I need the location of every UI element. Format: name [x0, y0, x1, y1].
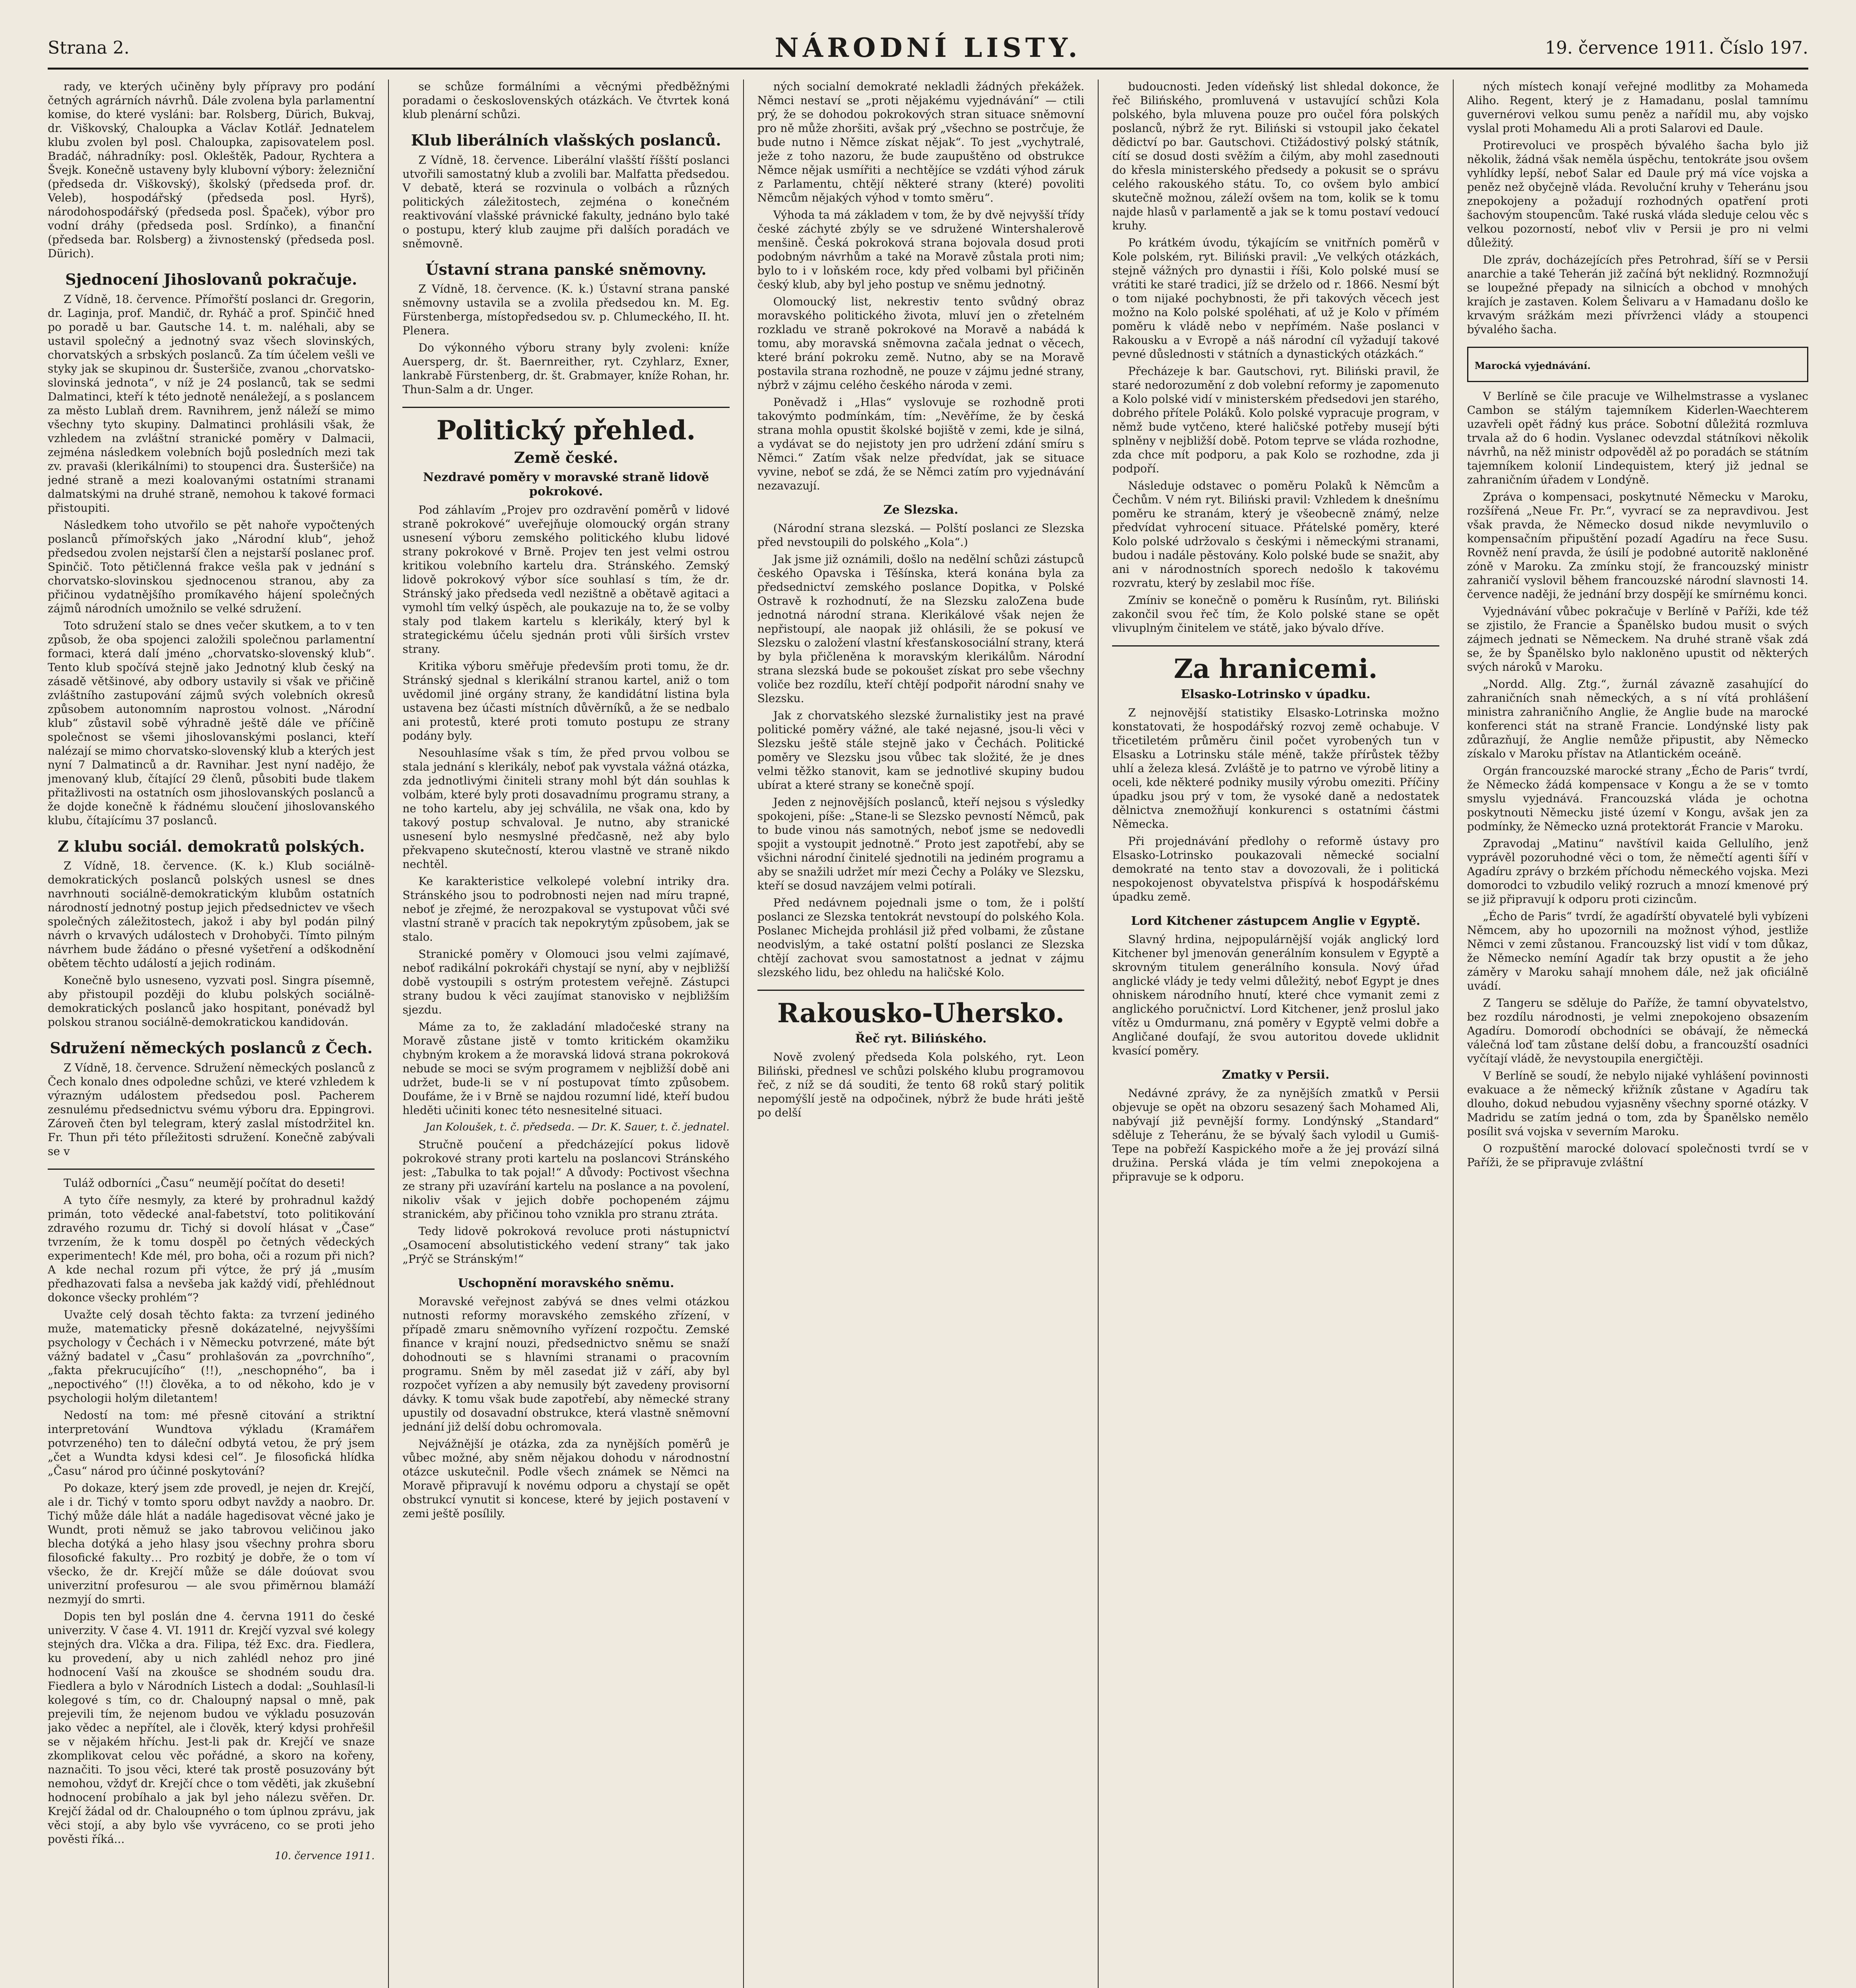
paragraph: Zpravodaj „Matinu“ navštívil kaida Gellulího, jenž vyprávěl pozoruhodné věci o tom, že němečtí agenti šíří v Agadíru zprávy o brzkém příchodu německého vojska. Mezi domorodci to vzbudilo veliký rozruch a mnozí kmenové prý se již připravují k odporu proti cizincům.: [1467, 837, 1808, 906]
masthead: [48, 28, 1808, 70]
issue-date: 19. července 1911. Číslo 197.: [1545, 37, 1808, 58]
paragraph: Z Vídně, 18. července. (K. k.) Klub sociálně-demokratických poslanců polských usnesl se dnes navrhnouti sociálně-demokratickým klubům ostatních národností jednotný postup jejich předsednictev ve všech společných záležitostech, jakož i aby byl podán pilný návrh o krvavých událostech v Drohobyči. Tímto pilným návrhem bude žádáno o přesné vyšetření a odškodnění obětem těchto událostí a jejich rodinám.: [48, 859, 375, 970]
divider: [402, 407, 729, 408]
article-title: Ze Slezska.: [883, 503, 959, 517]
paragraph: Toto sdružení stalo se dnes večer skutkem, a to v ten způsob, že oba spojenci založili společnou parlamentní formaci, která dalí jméno „chorvatsko-slovenský klub“. Tento klub spočívá stejně jako Jednotný klub český na zásadě většinové, aby odbory ustavily si však ve přičině zvláštního zastupování zájmů svých volebních okresů způsobem autonomním naprostou volnost. „Národní klub“ zůstavil sobě výhradně ještě dále ve příčině společnost se všemi jihoslovanskými poslanci, kteří nalézají se mimo chorvatsko-slovenský klub a kterých jest nyní 7 Dalmatinců a dr. Ravnihar. Jest nyní nadějo, že jmenovaný klub, čítající 29 členů, působiti bude tlakem přitažlivosti na ostatních osm jihoslovanských poslanců a že dojde konečně k řádnému sloučení jihoslovanského klubu, čítajícímu 37 poslanců.: [48, 619, 375, 827]
paragraph: Stranické poměry v Olomouci jsou velmi zajímavé, neboť radikální pokrokáři chystají se nyní, aby v nejbližší době vystoupili s ostrým protestem veřejně. Zástupci strany budou k věci zaujímat stanovisko v nejbližším sjezdu.: [402, 947, 730, 1016]
paragraph: Protirevoluci ve prospěch bývalého šacha bylo již několik, žádná však neměla úspěchu, tentokráte jsou ovšem vyhlídky lepší, neboť Salar ed Daule prý má více vojska a peněz než obyčejně vláda. Revoluční kruhy v Teheránu jsou znepokojeny a požadují rozhodných opatření proti šachovým stoupencům. Také ruská vláda sleduje celou věc s velkou pozorností, neboť vliv v Persii je pro ni velmi důležitý.: [1467, 139, 1808, 249]
paragraph: Z nejnovější statistiky Elsasko-Lotrinska možno konstatovati, že hospodářský rozvoj země ochabuje. V třicetiletém průměru činil počet vyrobených tun v Elsasku a Lotrinsku stále méně, takže přírůstek těžby uhlí a železa klesá. Zvláště je to patrno ve výrobě litiny a oceli, kde některé podniky musily výrobu omeziti. Příčiny úpadku jsou prý v tom, že vysoké daně a nedostatek dělnictva znemožňují konkurenci s ostatními částmi Německa.: [1112, 706, 1439, 831]
article-title: Nezdravé poměry v moravské straně lidově pokrokové.: [423, 470, 709, 499]
article: [402, 80, 729, 121]
article-lead: (Národní strana slezská. — Polští poslanci ze Slezska před nevstoupili do polského „Kola“.): [757, 522, 1085, 549]
paragraph: Nedávné zprávy, že za nynějších zmatků v Persii objevuje se opět na obzoru sesazený šach Mohamed Ali, nabývají již pevnější formy. Londýnský „Standard“ sděluje z Teheránu, že se bývalý šach vylodil u Gumiš-Tepe na pobřeží Kaspického moře a že jej provází silná družina. Perská vláda je tím velmi znepokojena a připravuje se k odporu.: [1112, 1086, 1439, 1183]
article: [402, 1276, 729, 1520]
paragraph: Poněvadž i „Hlas“ vyslovuje se rozhodně proti takovýmto podmínkám, tím: „Nevěříme, že by česká strana mohla opustit školské bojiště v zemi, kde je silná, a vydávat se do nejistoty jen pro udržení zdání smíru s Němci.“ Zatím však nelze předvídat, jak se situace vyvine, neboť se zdá, že se Němci zatím pro vyjednávání nezavazují.: [757, 396, 1085, 492]
section-title: Za hranicemi.: [1174, 653, 1378, 684]
column-3: [757, 80, 1099, 1988]
column-5: [1467, 80, 1808, 1988]
paragraph: Máme za to, že zakladání mladočeské strany na Moravě zůstane jistě v tomto kritickém okamžiku chybným krokem a že moravská lidová strana pokroková nebude se moci se svým programem v nejbližší době ani udržet, bude-li se v ní postupovat tímto způsobem. Doufáme, že i v Brně se najdou rozumní lidé, kteří budou hleděti učiniti konec této nesnesitelné situaci.: [402, 1020, 730, 1117]
paragraph: Moravské veřejnost zabývá se dnes velmi otázkou nutnosti reformy moravského zemského zřízení, v případě zmaru sněmovního vyřízení rozpočtu. Zemské finance v krajní nouzi, předsednictvo sněmu se snaží dohodnouti se s hlavními stranami o pracovním programu. Sněm by měl zasedat již v září, aby byl rozpočet vyřízen a aby nemusily být zavedeny provisorní dávky. K tomu však bude zapotřebí, aby německé strany upustily od dosavadní obstrukce, která vlastně sněmovní jednání již delší dobu ochromovala.: [402, 1295, 730, 1433]
article-box: [1467, 347, 1808, 382]
paragraph: Zpráva o kompensaci, poskytnuté Německu v Maroku, rozšířená „Neue Fr. Pr.“, vyvrací se za nepravdivou. Jest však pravda, že Německo dosud nikde nevymluvilo o kompensačním připuštění pozadí Agadíru na řece Susu. Rovněž není pravda, že úsilí je podobné autoritě nakloněné zóně v Maroku. Za zmínku stojí, že francouzský ministr zahraničí vyslovil během francouzské národní slavnosti 14. července naději, že jednání brzy dospějí ke smírnému konci.: [1467, 490, 1808, 601]
paragraph: Vyjednávání vůbec pokračuje v Berlíně v Paříži, kde též se zjistilo, že Francie a Španělsko budou musit o svých zájmech jednati se Německem. Na druhé straně však zdá se, že by Španělsko bylo nakloněno upustit od některých svých nároků v Maroku.: [1467, 604, 1808, 674]
article-title: Elsasko-Lotrinsko v úpadku.: [1180, 687, 1371, 701]
paragraph: Zmíniv se konečně o poměru k Rusínům, ryt. Biliński zakončil svou řeč tím, že Kolo polské stane se opět vlivuplným činitelem ve státě, jako bývalo dříve.: [1112, 594, 1439, 635]
paragraph: V Berlíně se čile pracuje ve Wilhelmstrasse a vyslanec Cambon se stálým tajemníkem Kiderlen-Waechterem uzavřeli opět řádný kus práce. Sobotní důležitá rozmluva trvala až do 6 hodin. Vyslanec odevzdal státníkovi několik návrhů, na něž ministr odpověděl až po poradách se státním tajemníkem kolonií Lindequistem, který již jednal se zahraničním úřadem v Londýně.: [1467, 389, 1808, 486]
paragraph: Ke karakteristice velkolepé volební intriky dra. Stránského jsou to podrobnosti nejen nad míru trapné, neboť je zřejmé, že nerozpakoval se vystupovat vůči své vlastní straně v pracích tak nepokrytým způsobem, jak se stalo.: [402, 874, 730, 944]
column-4: [1112, 80, 1453, 1988]
article-title: Z klubu sociál. demokratů polských.: [57, 837, 365, 855]
article: [1112, 914, 1439, 1058]
paragraph: Při projednávání předlohy o reformě ústavy pro Elsasko-Lotrinsko poukazovali německé socialní demokraté na tento stav a dovozovali, že i politická nespokojenost obyvatelstva přispívá k hospodářskému úpadku země.: [1112, 834, 1439, 903]
paragraph: Stručně poučení a předcházející pokus lidově pokrokové strany proti kartelu na poslancovi Stránského jest: „Tabulka to tak pojal!“ A důvody: Poctivost všechna ze strany při uzavírání kartelu na poslance a na povolení, nikoliv však v jejich dobře pochopeném zájmu stranickém, aby přičinou toho vznikla pro stranu ztráta.: [402, 1138, 730, 1221]
column-2: [402, 80, 744, 1988]
paragraph: Z Vídně, 18. července. Liberální vlašští říšští poslanci utvořili samostatný klub a zvolili bar. Malfatta předsedou. V debatě, která se rozvinula o volbách a různých politických záležitostech, zejména o konečném reaktivování vlašské právnické fakulty, jednáno bylo také o postupu, který klub zaujme při dalších poradách ve sněmovně.: [402, 153, 730, 250]
article-title: Sdružení německých poslanců z Čech.: [50, 1039, 373, 1057]
paragraph: Jeden z nejnovějších poslanců, kteří nejsou s výsledky spokojeni, píše: „Stane-li se Slezsko pevností Němců, pak to bude vinou nás samotných, neboť jsme se nedovedli spojit a vystoupit jednotně.“ Proto jest zapotřebí, aby se všichni národní činitelé sjednotili na jediném programu a aby se snažili udržet mír mezi Čechy a Poláky ve Slezsku, kteří se dosud navzájem velmi potírali.: [757, 796, 1085, 892]
paragraph: budoucnosti. Jeden vídeňský list shledal dokonce, že řeč Bilińského, promluvená v ustavující schůzi Kola polského, byla mluvena pouze pro oučel fóra polských poslanců, nýbrž že ryt. Biliński si vstoupil jako čekatel dědictví po bar. Gautschovi. Ctižádostivý polský státník, cítí se dosud dosti svěžím a čilým, aby mohl zasednouti do křesla ministerského předsedy a pokusit se o správu celého rakouského státu. To, co ovšem bylo ambicí skutečně možnou, záleží ovšem na tom, kolik se k tomu najde hlasů v parlamentě a jak se k tomu postaví vedoucí kruhy.: [1112, 80, 1439, 232]
page-number: Strana 2.: [48, 37, 130, 58]
newspaper-title: NÁRODNÍ LISTY.: [775, 32, 1081, 63]
paragraph: Uvažte celý dosah těchto fakta: za tvrzení jediného muže, matematicky přesně dokázatelné, nejvyššími psychology v Čechách i v Německu potvrzené, máte být vážný badatel v „Času“ prohlašován za „povrchního“, „fakta překrucujícího“ (!!), „neschopného“, ba i „nepoctivého“ (!!) člověka, a to od někoho, kdo je v psychologii holým diletantem!: [48, 1308, 375, 1405]
paragraph: Z Vídně, 18. července. (K. k.) Ústavní strana panské sněmovny ustavila se a zvolila předsedou kn. M. Eg. Fürstenberga, místopředsedou sv. p. Chlumeckého, II. ht. Plenera.: [402, 282, 730, 338]
columns: [48, 80, 1808, 1988]
paragraph: Z Vídně, 18. července. Sdružení německých poslanců z Čech konalo dnes odpoledne schůzi, ve které vzhledem k výrazným událostem předsedou posl. Pacherem zesnulému předsednictvu svému výboru dra. Eppingrovi. Zároveň čten byl telegram, který zaslal místodržitel kn. Fr. Thun při této příležitosti sdružení. Konečně zabývali se v: [48, 1061, 375, 1158]
divider: [1112, 645, 1439, 646]
article: [48, 1039, 375, 1158]
paragraph: Jak z chorvatského slezské žurnalistiky jest na pravé politické poměry vážné, ale také nejasné, jsou-li věci v Slezsku ještě stále stejně jako v Čechách. Politické poměry ve Slezsku jsou vůbec tak složité, že je dnes velmi těžko stanovit, kam se jednotlivé skupiny budou ubírat a které strany se konečně spojí.: [757, 709, 1085, 792]
divider: [757, 990, 1084, 991]
paragraph: Pod záhlavím „Projev pro ozdravění poměrů v lidové straně pokrokové“ uveřejňuje olomoucký orgán strany usnesení výboru zemského politického klubu lidové strany pokrokové v Brně. Projev ten jest velmi ostrou kritikou volebního kartelu dra. Stránského. Zemský lidově pokrokový výbor síce souhlasí s tím, že dr. Stránský jako předseda vedl nezištně a obětavě agitaci a vymohl tím velký úspěch, ale poukazuje na to, že se volby staly pod tlakem kartelu s klerikály, který byl k strategickému účelu sjednán proti vůli širších vrstev strany.: [402, 503, 730, 656]
article: [757, 503, 1084, 979]
paragraph: Z Vídně, 18. července. Přímořští poslanci dr. Gregorin, dr. Laginja, prof. Mandič, dr. Ryháč a prof. Spinčič hned po poradě u bar. Gautsche 14. t. m. naléhali, aby se ustavil společný a jednotný svaz všech slovinských, chorvatských a srbských poslanců. Za tím účelem vešli ve styky jak se skupinou dr. Šusteršiče, zvanou „chorvatsko-slovinská jednota“, v níž je 24 poslanců, tak se sedmi Dalmatinci, kteří k této jednotě nenáležejí, a s poslancem za město Lublaň drem. Ravnihrem, jenž náleží se mimo všechny tyto skupiny. Dalmatinci prohlásili však, že vzhledem na zvláštní stranické poměry v Dalmacii, zejména následkem volebních bojů posledních mezi tak zv. pravaši (klerikálními) to stoupenci dra. Šusteršiče) na jedné straně a mezi koalovanými ostatními stranami dalmatskými na druhé straně, nemohou k takové formaci přistoupiti.: [48, 292, 375, 514]
article: [757, 80, 1084, 493]
paragraph: Nesouhlasíme však s tím, že před prvou volbou se stala jednání s klerikály, neboť pak vyvstala vážná otázka, zda jednotlivými činiteli strany mohl být dán souhlas k volbám, které byly proti dosavadnímu programu strany, a ne toho kartelu, aby jej schválila, ne však ona, kdo by takový postup schvaloval. Je nutno, aby stranické usnesení bylo nesmyslné předčasně, než aby bylo překvapeno skutečností, kterou vlastně ve straně nikdo nechtěl.: [402, 746, 730, 871]
paragraph: „Écho de Paris“ tvrdí, že agadírští obyvatelé byli vybízeni Němcem, aby ho upozornili na možnost výhod, jestliže Němci v zemi zůstanou. Francouzský list vidí v tom důkaz, že Německo nemíní Agadír tak brzy opustit a že jeho záměry v Maroku sahají mnohem dále, než jak oficiálně uvádí.: [1467, 909, 1808, 992]
signature: Jan Koloušek, t. č. předseda. — Dr. K. Sauer, t. č. jednatel.: [425, 1121, 730, 1133]
column-1: [48, 80, 389, 1988]
paragraph: Přecházeje k bar. Gautschovi, ryt. Biliński pravil, že staré nedorozumění z dob volební reformy je zapomenuto a Kolo polské vidí v ministerském předsedovi jen starého, dobrého přítele Poláků. Kolo polské vypracuje program, v němž bude vytčeno, které haličské potřeby musejí býti splněny v nejbližší době. Potom teprve se vláda rozhodne, zda chce mít podporu, a pak Kolo se rozhodne, zda ji podpoří.: [1112, 365, 1439, 475]
article: [1467, 80, 1808, 336]
paragraph: Nejvážnější je otázka, zda za nynějších poměrů je vůbec možné, aby sněm nějakou dohodu v národnostní otázce uskutečnil. Podle všech známek se Němci na Moravě připravují k novému odporu a chystají se opět obstrukcí vynutit si koncese, které by jejich postavení v zemi ještě posílily.: [402, 1437, 730, 1520]
paragraph: Jak jsme již oznámili, došlo na nedělní schůzi zástupců českého Opavska i Těšínska, která konána byla za předsednictví zemského poslance Dopitka, v Polské Ostravě k rozhodnutí, že na Slezsku zaloZena bude jednotná národní strana. Klerikálové však nejen že nepřistoupí, ale naopak již ohlásili, že se pokusí ve Slezsku o založení vlastní křesťanskosociální strany, která by byla přičleněna k moravským klerikálům. Národní strana slezská bude se pokoušet získat pro sebe všechny voliče bez rozdílu, kteří chtějí podpořit národní snahy ve Slezsku.: [757, 553, 1085, 705]
paragraph: Nově zvolený předseda Kola polského, ryt. Leon Biliński, přednesl ve schůzi polského klubu programovou řeč, z níž se dá souditi, že tento 68 roků starý politik nepomýšlí jestě na odpočinek, nýbrž že bude hráti ještě po delší: [757, 1050, 1085, 1119]
article-title: Klub liberálních vlašských poslanců.: [411, 131, 721, 149]
article: [48, 80, 375, 260]
paragraph: A tyto číře nesmyly, za které by prohradnul každý primán, toto vědecké anal-fabetství, toto politikování zdravého rozumu dr. Tichý si dovolí hlásat v „Čase“ tvrzením, že k tomu dospěl po četných vědeckých experimentech! Kde mél, pro boha, oči a rozum při nich? A kde nechal rozum při výtce, že prý já „musím předhazovati falsa a nevšeba jak každý vidí, přehlédnout dokonce všecky prohlém“?: [48, 1194, 375, 1305]
paragraph: Dopis ten byl poslán dne 4. června 1911 do české univerzity. V čase 4. VI. 1911 dr. Krejčí vyzval své kolegy stejných dra. Vlčka a dra. Filipa, též Exc. dra. Fiedlera, ku provedení, aby u nich zahlédl nehoz pro jiné hodnocení Vaší na zkoušce se shodném soudu dra. Fiedlera a bylo v Národních Listech a dodal: „Souhlasíl-li kolegové s tím, co dr. Chaloupný napsal o mně, pak prejevili tím, že nejenom budou ve výkladu posuzován jako vědec a nepřítel, ale i člověk, který kdysi prohřešil se v nějakém hříchu. Jest-li pak dr. Krejčí ve snaze zkomplikovat celou věc pořádné, a skoro na kořeny, naznačiti. To jsou věci, které tak prostě posuzovány být nemohou, vždyť dr. Krejčí chce o tom věděti, jak zkušební hodnocení probíhalo a jak byl jeho nálezu svěřen. Dr. Krejčí žádal od dr. Chaloupného o tom úplnou zprávu, jak věci stojí, a aby bylo vše vyvráceno, co se proti jeho pověsti říká...: [48, 1610, 375, 1846]
section-title: Politický přehled.: [436, 415, 696, 446]
article-title: Lord Kitchener zástupcem Anglie v Egyptě.: [1131, 914, 1421, 928]
paragraph: Po krátkém úvodu, týkajícím se vnitřních poměrů v Kole polském, ryt. Biliński pravil: „Ve velkých otázkách, stejně vážných pro dynastii i říši, Kolo polské musí se vrátiti ke staré tradici, jíž se drželo od r. 1866. Nesmí být o tom nijaké pochybnosti, že při takových věcech jest možno na Kolo polské spoléhati, ať už je Kolo v přímém poměru k vládě nebo v nepřímém. Naše poslanci v Rakousku a v Evropě a náš národní cíl vyžadují takové pevné důslednosti v státních a dynastických otázkách.“: [1112, 236, 1439, 361]
paragraph: Kritika výboru směřuje především proti tomu, že dr. Stránský sjednal s klerikální stranou kartel, aniž o tom uvědomil jiné orgány strany, že kandidátní listina byla ustavena bez účasti místních důvěrníků, a že se nedbalo ani protestů, které proti tomuto postupu ze strany podány byly.: [402, 659, 730, 742]
article: [402, 261, 729, 397]
paragraph: Orgán francouzské marocké strany „Écho de Paris“ tvrdí, že Německo žádá kompensace v Kongu a že se v tomto smyslu vyjednává. Francouzská vláda je ochotna poskytnouti Německu jisté území v Kongu, avšak jen za podmínky, že Německo uzná protektorát Francie v Maroku.: [1467, 764, 1808, 833]
article-title: Zmatky v Persii.: [1222, 1068, 1330, 1082]
divider: [48, 1169, 375, 1170]
paragraph: V Berlíně se soudí, že nebylo nijaké vyhlášení povinnosti evakuace a že německý křižník zůstane v Agadíru tak dlouho, dokud nebudou vyjasněny všechny sporné otázky. V Madridu se zatím jedná o tom, zda by Španělsko nemělo posílit svá vojska v severním Maroku.: [1467, 1069, 1808, 1138]
paragraph: Konečně bylo usneseno, vyzvati posl. Singra písemně, aby přistoupil později do klubu polských sociálně-demokratických poslanců jako hospitant, ponévadž byl polskou stranou sociálně-demokratickou kandidován.: [48, 974, 375, 1029]
signature-date: 10. července 1911.: [274, 1850, 375, 1862]
paragraph: Slavný hrdina, nejpopulárnější voják anglický lord Kitchener byl jmenován generálním konsulem v Egyptě a skrovným titulem generálního konsula. Nový úřad anglické vlády je tedy velmi důležitý, neboť Egypt je dnes ohniskem národního hnutí, které chce vymanit zemi z anglického poručnictví. Lord Kitchener, jenž proslul jako vítěz u Omdurmanu, zná poměry v Egyptě velmi dobře a Angličané doufají, že svou autoritou dovede uklidnit kvasící poměry.: [1112, 932, 1439, 1057]
paragraph: Z Tangeru se sděluje do Paříže, že tamní obyvatelstvo, bez rozdílu národnosti, je velmi znepokojeno obsazením Agadíru. Domorodí obchodníci se obávají, že německá válečná loď tam zůstane delší dobu, a francouzští osadníci vyčítají vládě, že nevystoupila energičtěji.: [1467, 996, 1808, 1065]
paragraph: Dle zpráv, docházejících přes Petrohrad, šíří se v Persii anarchie a také Teherán již začíná být neklidný. Rozmnožují se loupežné přepady na silnicích a obchod v mnohých krajích je zastaven. Kolem Šelivaru a v Hamadanu došlo ke krvavým srážkám mezi přívrženci vlády a stoupenci bývalého šacha.: [1467, 253, 1808, 336]
section-title: Rakousko-Uhersko.: [777, 998, 1065, 1029]
article-title: Ústavní strana panské sněmovny.: [425, 260, 707, 278]
article-title: Řeč ryt. Bilińského.: [855, 1031, 987, 1046]
article: [1112, 1068, 1439, 1184]
paragraph: Nedostí na tom: mé přesně citování a striktní interpretování Wundtova výkladu (Kramářem potvrzeného) ten to dáleční odbytá vetou, že prý jsem „čet a Wundta kdysi kdesi cel“. Je filosofická hlídka „Času“ národ pro účinné poskytování?: [48, 1409, 375, 1478]
article: [48, 271, 375, 827]
paragraph: Tuláž odborníci „Času“ neumějí počítat do deseti!: [64, 1176, 346, 1190]
article: [48, 838, 375, 1029]
article: [1112, 80, 1439, 635]
article: [757, 999, 1084, 1120]
article: [402, 132, 729, 250]
article: [1112, 654, 1439, 904]
paragraph: se schůze formálními a věcnými předběžnými poradami o československých otázkách. Ve čtvrtek koná klub plenární schůzi.: [402, 80, 730, 121]
section-subtitle: Země české.: [514, 448, 618, 466]
article: [1467, 389, 1808, 1169]
paragraph: Olomoucký list, nekrestiv tento svůdný obraz moravského politického života, mluví jen o zřetelném rozkladu ve straně pokrokové na Moravě a nabádá k tomu, aby moravská sněmovna začala jednat o věcech, které brání pokroku země. Nutno, aby se na Moravě postavila strana rozhodně, ne pouze v zájmu jedné strany, nýbrž v zájmu celého českého národa v zemi.: [757, 295, 1085, 392]
section-title: Marocká vyjednávání.: [1474, 359, 1591, 371]
article-title: Sjednocení Jihoslovanů pokračuje.: [65, 270, 357, 288]
paragraph: Tedy lidově pokroková revoluce proti nástupnictví „Osamocení absolutistického vedení strany“ tak jako „Prýč se Stránským!“: [402, 1224, 730, 1266]
article-title: Uschopnění moravského sněmu.: [458, 1276, 674, 1290]
paragraph: Po dokaze, který jsem zde provedl, je nejen dr. Krejčí, ale i dr. Tichý v tomto sporu odbyt navždy a naobro. Dr. Tichý může dále hlát a nadále hagedisovat věcné jako je Wundt, proti němuž se jako tabrovou veličinou jako blecha dotýká a jeho hlasy jsou všechny prohra sboru filosofické fakulty… Pro rozbitý je dobře, že o tom ví všecko, že dr. Krejčí může se dále doúovat svou univerzitní profesurou — ale svou přiměrnou blamáží nezmyjí do smrti.: [48, 1481, 375, 1606]
paragraph: rady, ve kterých učiněny byly přípravy pro podání četných agrárních návrhů. Dále zvolena byla parlamentní komise, do které vysláni: bar. Rolsberg, Dürich, Bukvaj, dr. Viškovský, Chaloupka a Václav Kotlář. Jednatelem klubu zvolen byl posl. Chaloupka, zapisovatelem posl. Bradáč, náhradníky: posl. Okleštěk, Padour, Rychtera a Švejk. Konečně ustaveny byly klubovní výbory: železniční (předseda dr. Viškovský), školský (předseda prof. dr. Veleb), hospodářský (předseda posl. Hyrš), národohospodářský (předseda posl. Špaček), výbor pro vodní dráhy (předseda posl. Srdínko), a finanční (předseda bar. Rolsberg) a živnostenský (předseda posl. Dürich).: [48, 80, 375, 260]
paragraph: Před nedávnem pojednali jsme o tom, že i polští poslanci ze Slezska tentokrát nevstoupí do polského Kola. Poslanec Michejda prohlásil již před volbami, že zůstane neodvislým, a také ostatní polští poslanci ze Slezska chtějí zachovat svou samostatnost a jednat v zájmu slezského lidu, bez ohledu na haličské Kolo.: [757, 896, 1085, 979]
paragraph: ných socialní demokraté nekladli žádných překážek. Němci nestaví se „proti nějakému vyjednávání“ — ctili prý, že se dohodou pokrokových stran situace sněmovní pro ně může zhoršiti, avšak prý „všechno se postrčuje, že bude nutno i Němce získat nějak“. To jest „vychytralé, ježe z toho nazoru, že bude zaupuštěno od obstrukce Němce nějak usmířiti a nechtějíce se vzdáti výhod záruk z Parlamentu, chtějí některé strany (které) povoliti Němcům nějakých výhod v tomto směru“.: [757, 80, 1085, 204]
paragraph: O rozpuštění marocké dolovací společnosti tvrdí se v Paříži, že se připravuje zvláštní: [1467, 1142, 1808, 1169]
paragraph: Do výkonného výboru strany byly zvoleni: kníže Auersperg, dr. št. Baernreither, ryt. Czyhlarz, Exner, lankrabě Fürstenberg, dr. št. Grabmayer, kníže Rohan, hr. Thun-Salm a dr. Unger.: [402, 341, 730, 396]
paragraph: ných místech konají veřejné modlitby za Mohameda Aliho. Regent, který je z Hamadanu, poslal tamnímu guvernérovi velkou sumu peněz a nařídil mu, aby vojsko vyslal proti Mohamedu Ali a proti Salarovi ed Daule.: [1467, 80, 1808, 135]
paragraph: Následuje odstavec o poměru Polaků k Němcům a Čechům. V ném ryt. Biliński pravil: Vzhledem k dnešnímu poměru ke stranám, který je všeobecně známý, nelze předvídat vyhrocení situace. Přátelské poměry, které Kolo polské udržovalo s českými i německými stranami, budou i nadále pěstovány. Kolo polské bude se snažit, aby ani v národnostních sporech nedošlo k takovému rozvratu, který by zeslabil moc říše.: [1112, 479, 1439, 590]
paragraph: Výhoda ta má základem v tom, že by dvě nejvyšší třídy české záchyté zbýly se ve sdružené Wintershalerově menšině. Česká pokroková strana bojovala dosud proti podobným návrhům a také na Moravě zůstala proti nim; bylo to i v loňském roce, kdy před volbami byl přičiněn český klub, aby byl jeho postup ve sněmu jednotný.: [757, 208, 1085, 291]
article: [48, 1176, 375, 1863]
paragraph: Následkem toho utvořilo se pět nahoře vypočtených poslanců přímořských jako „Národní klub“, jehož předsedou zvolen nejstarší člen a nejstarší poslanec prof. Spinčič. Toto pětičlenná frakce vešla pak v jednání s chorvatsko-slovinskou sjednocenou stranou, aby za přičinou vydatnějšího promíkavého hájení společných zájmů národních umožnilo se velké sdružení.: [48, 518, 375, 615]
paragraph: „Nordd. Allg. Ztg.“, žurnál závazně zasahující do zahraničních snah německých, a s ní vítá prohlášení ministra zahraničního Anglie, že Anglie bude na marocké konferenci stát na straně Francie. Londýnské listy pak zdůrazňují, že Anglie nemůže připustit, aby Německo získalo v Maroku přístav na Atlantickém oceáně.: [1467, 677, 1808, 760]
article: [402, 416, 729, 1266]
